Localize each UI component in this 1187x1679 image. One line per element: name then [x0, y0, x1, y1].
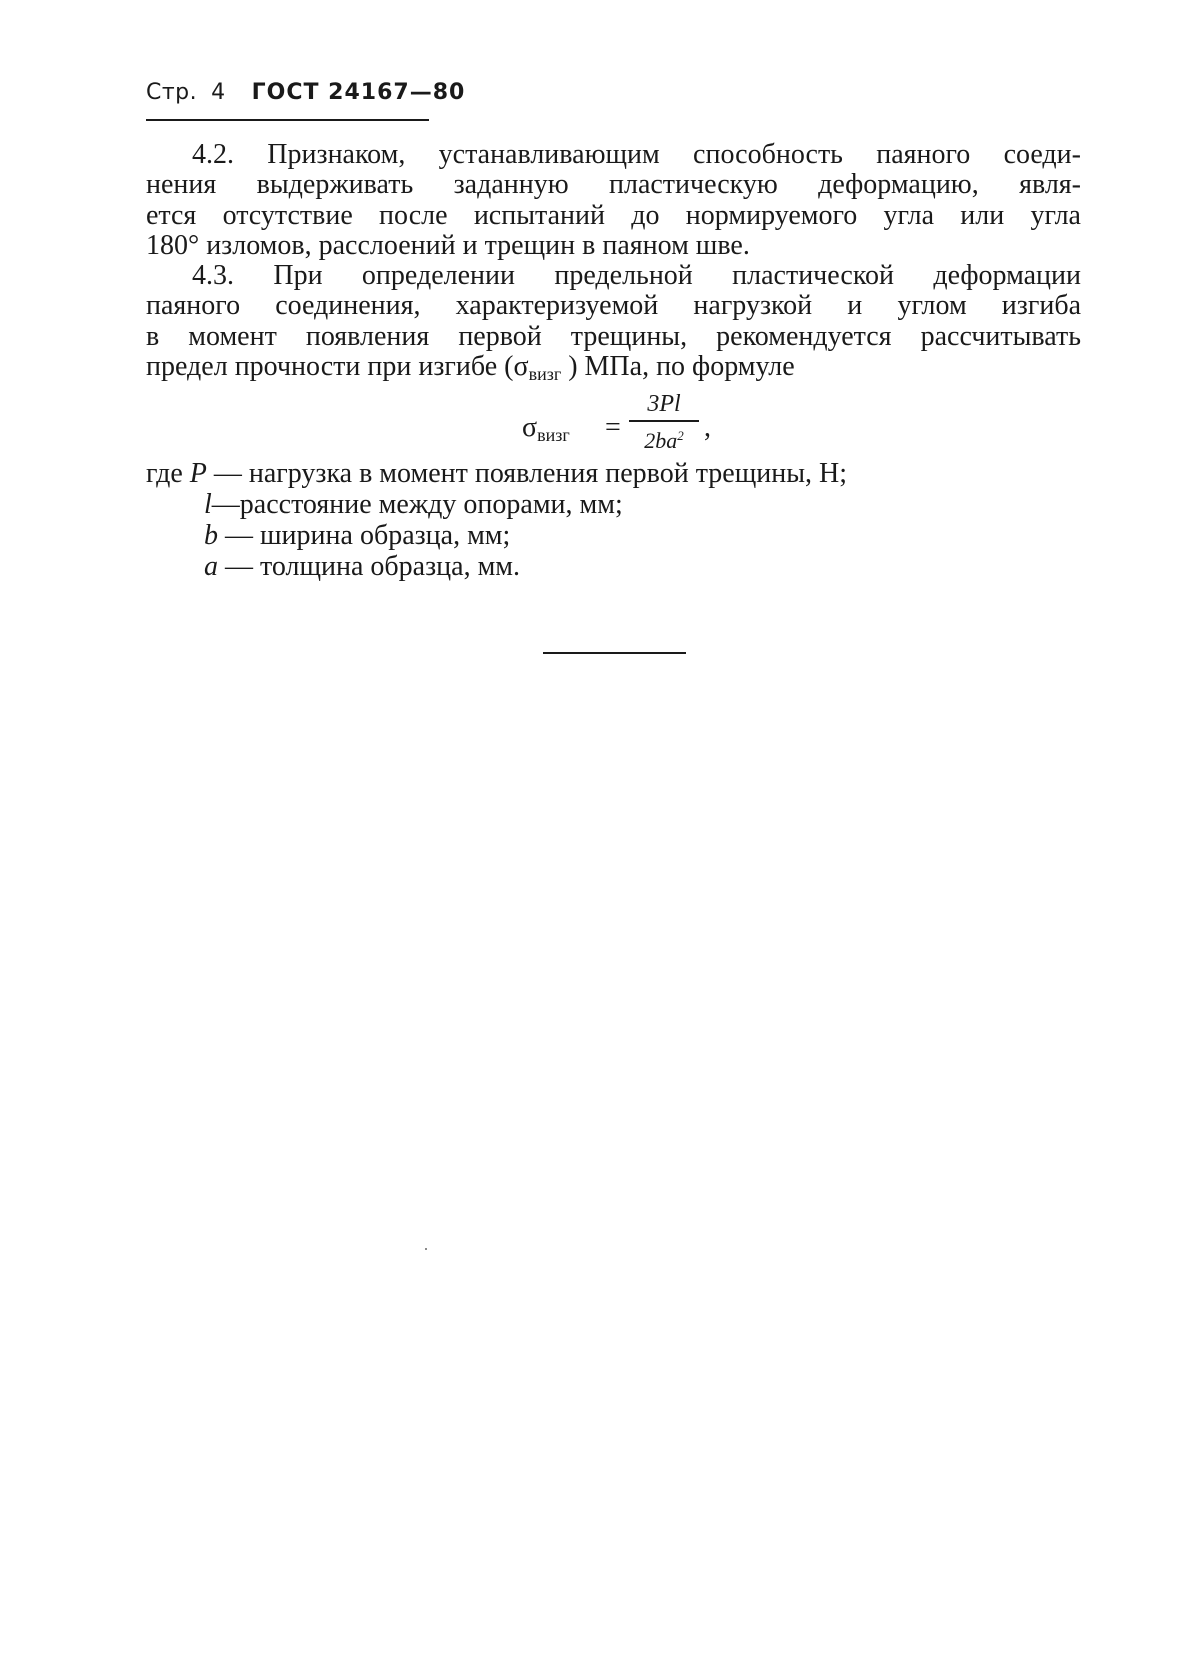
- variable-symbol: P: [189, 458, 207, 489]
- where-label: где: [146, 458, 183, 489]
- text-line: 4.3. При определении предельной пластической деформации: [192, 260, 1081, 292]
- formula-denominator: [629, 424, 699, 453]
- fraction-bar: [629, 420, 699, 422]
- definition-row: [146, 520, 847, 551]
- denominator-base: 2ba: [644, 427, 678, 453]
- variable-definitions: [146, 458, 847, 582]
- text-fragment: предел прочности при изгибе (: [146, 351, 514, 383]
- end-rule: [543, 652, 686, 654]
- denominator-exponent: 2: [677, 427, 684, 443]
- text-fragment: ) МПа, по формуле: [568, 351, 795, 383]
- sigma-subscript: визг: [528, 364, 562, 385]
- text-line: [146, 352, 1081, 389]
- definition-row: [146, 458, 847, 489]
- document-body: [146, 140, 1081, 389]
- page-label: Стр.: [146, 80, 198, 105]
- formula-lhs-subscript: визг: [537, 425, 570, 445]
- variable-symbol: l: [204, 489, 212, 520]
- text-line: паяного соединения, характеризуемой нагрузкой и углом изгиба: [146, 290, 1081, 322]
- sigma-symbol: σ: [522, 412, 538, 443]
- equals-sign: =: [605, 412, 621, 443]
- variable-symbol: a: [204, 551, 218, 582]
- standard-number: ГОСТ 24167—80: [251, 80, 466, 105]
- formula-fraction: [629, 390, 699, 453]
- scan-speck: [425, 1248, 427, 1250]
- text-line: 180° изломов, расслоений и трещин в паяном шве.: [146, 229, 750, 261]
- definition-row: [146, 489, 847, 520]
- variable-description: — нагрузка в момент появления первой трещины, Н;: [206, 458, 848, 489]
- header-rule: [146, 119, 429, 121]
- text-line: ется отсутствие после испытаний до нормируемого угла или угла: [146, 199, 1081, 231]
- definition-row: [146, 551, 847, 582]
- paragraph-4-2: [146, 140, 1081, 261]
- text-line: нения выдерживать заданную пластическую деформацию, явля-: [146, 169, 1081, 201]
- text-line: в момент появления первой трещины, рекомендуется рассчитывать: [146, 320, 1081, 352]
- page-number: 4: [211, 80, 226, 105]
- sigma-symbol: σ: [513, 351, 529, 383]
- page-header: [146, 80, 465, 105]
- formula-numerator: 3Pl: [647, 391, 681, 417]
- variable-description: — ширина образца, мм;: [218, 520, 511, 551]
- variable-description: — толщина образца, мм.: [218, 551, 521, 582]
- variable-description: —расстояние между опорами, мм;: [211, 489, 623, 520]
- text-line: 4.2. Признаком, устанавливающим способность паяного соеди-: [192, 139, 1081, 170]
- formula-comma: ,: [704, 412, 711, 443]
- variable-symbol: b: [204, 520, 218, 551]
- paragraph-4-3: [146, 261, 1081, 389]
- formula-lhs: [522, 412, 570, 446]
